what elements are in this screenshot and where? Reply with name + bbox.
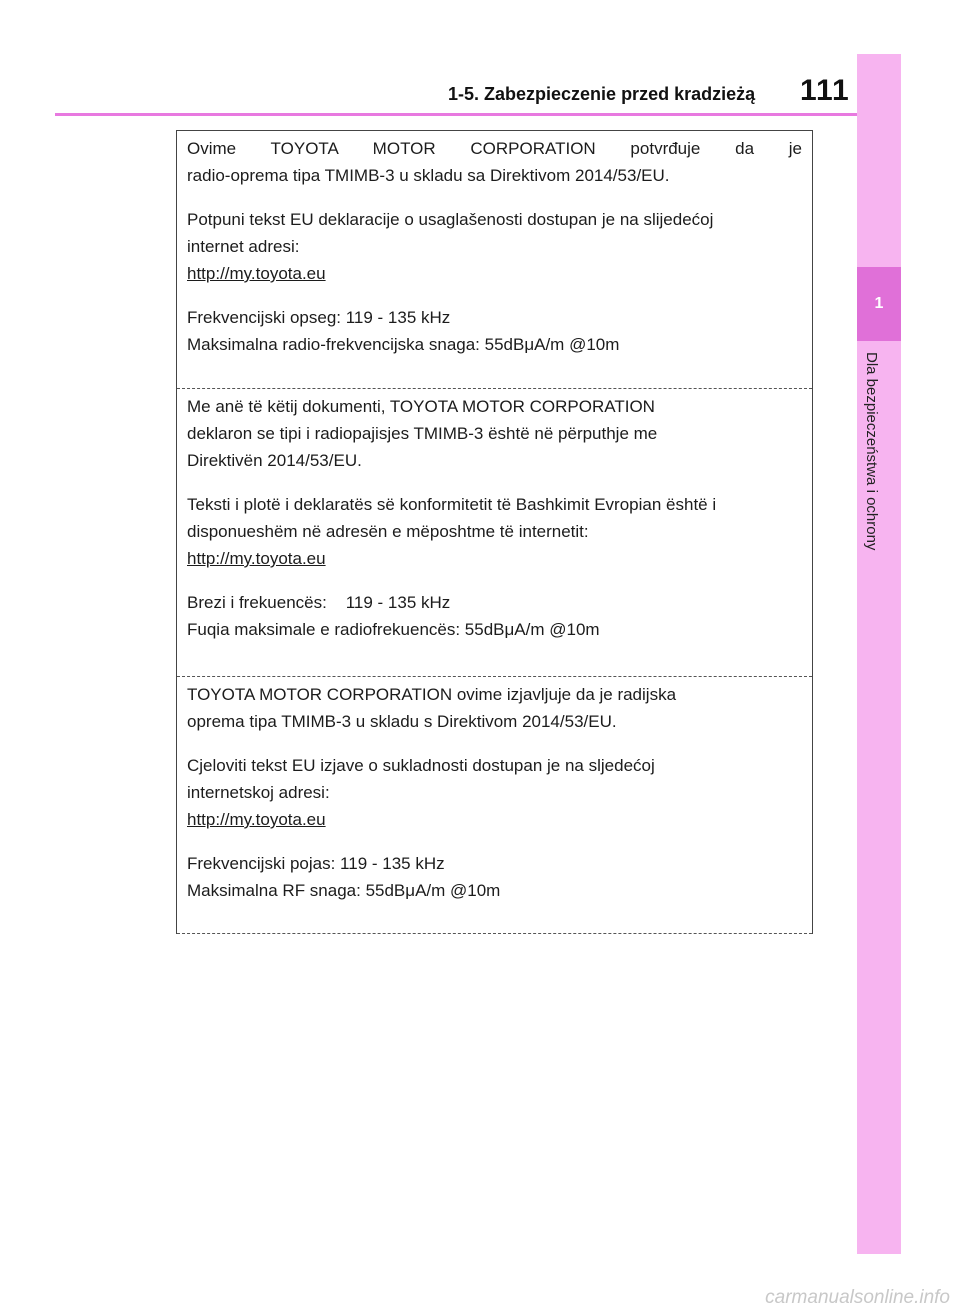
text-line: internetskoj adresi: xyxy=(187,783,330,802)
chapter-side-tab xyxy=(857,54,901,1254)
watermark: carmanualsonline.info xyxy=(765,1287,950,1308)
header-divider xyxy=(55,113,858,116)
intro-line: Ovime TOYOTA MOTOR CORPORATION potvrđuje da je xyxy=(187,139,802,158)
text-line: Teksti i plotë i deklaratës së konformitetit të Bashkimit Evropian është i xyxy=(187,495,717,514)
intro-line: deklaron se tipi i radiopajisjes TMIMB-3 është në përputhje me xyxy=(187,424,658,443)
power-line: Fuqia maksimale e radiofrekuencës: 55dBμA/m @10m xyxy=(187,620,600,639)
declaration-table xyxy=(176,130,813,934)
text-line: disponueshëm në adresën e mëposhtme të internetit: xyxy=(187,522,589,541)
intro-line: radio-oprema tipa TMIMB-3 u skladu sa Direktivom 2014/53/EU. xyxy=(187,166,670,185)
text-line: internet adresi: xyxy=(187,237,300,256)
frequency-line: Frekvencijski opseg: 119 - 135 kHz xyxy=(187,308,451,327)
intro-line: oprema tipa TMIMB-3 u skladu s Direktivom 2014/53/EU. xyxy=(187,712,617,731)
text-line: Cjeloviti tekst EU izjave o sukladnosti dostupan je na sljedećoj xyxy=(187,756,655,775)
text-line: Potpuni tekst EU deklaracije o usaglašenosti dostupan je na slijedećoj xyxy=(187,210,714,229)
chapter-title: Dla bezpieczeństwa i ochrony xyxy=(863,352,880,551)
power-line: Maksimalna radio-frekvencijska snaga: 55dBμA/m @10m xyxy=(187,335,620,354)
chapter-number: 1 xyxy=(874,295,884,312)
declaration-croatian xyxy=(177,677,812,934)
intro-line: Me anë të këtij dokumenti, TOYOTA MOTOR CORPORATION xyxy=(187,397,655,416)
declaration-bosnian xyxy=(177,131,812,389)
declaration-albanian xyxy=(177,389,812,677)
declaration-url-link[interactable]: http://my.toyota.eu xyxy=(187,549,326,568)
section-title: 1-5. Zabezpieczenie przed kradzieżą xyxy=(448,84,756,104)
intro-line: Direktivën 2014/53/EU. xyxy=(187,451,362,470)
declaration-url-link[interactable]: http://my.toyota.eu xyxy=(187,264,326,283)
frequency-line: Brezi i frekuencës: 119 - 135 kHz xyxy=(187,593,451,612)
power-line: Maksimalna RF snaga: 55dBμA/m @10m xyxy=(187,881,501,900)
frequency-line: Frekvencijski pojas: 119 - 135 kHz xyxy=(187,854,445,873)
declaration-url-link[interactable]: http://my.toyota.eu xyxy=(187,810,326,829)
page-number: 111 xyxy=(800,74,850,107)
intro-line: TOYOTA MOTOR CORPORATION ovime izjavljuje da je radijska xyxy=(187,685,677,704)
